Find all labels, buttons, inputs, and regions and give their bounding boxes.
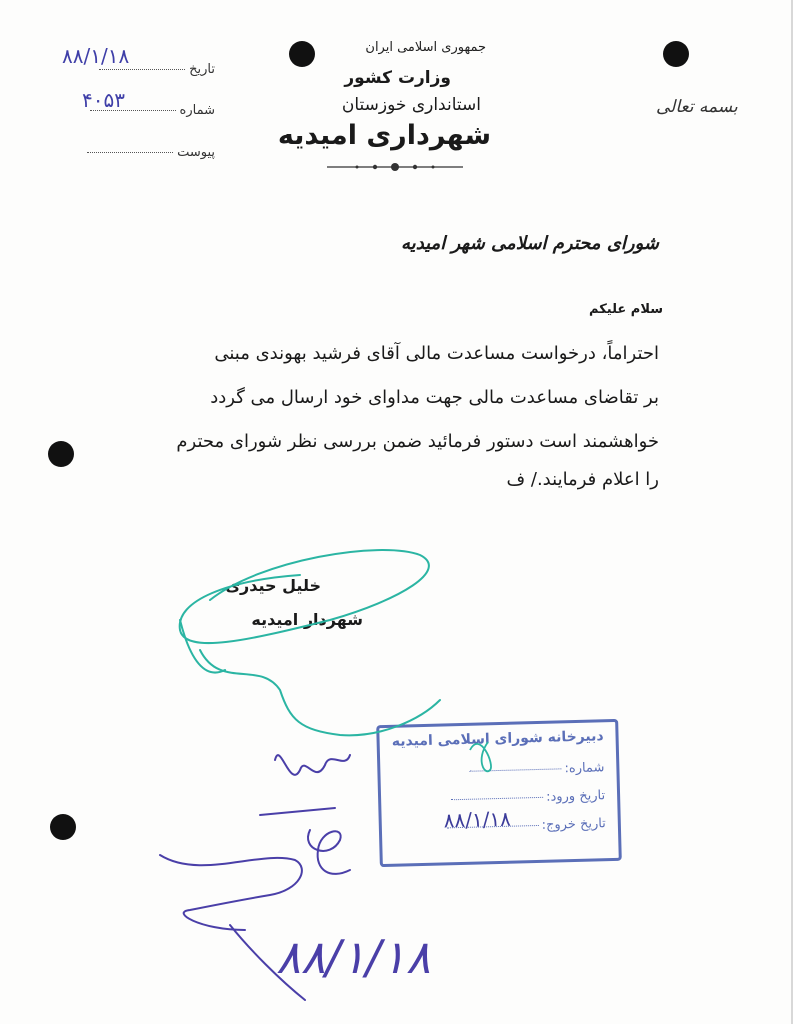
stamp-title: دبیرخانه شورای اسلامی امیدیه xyxy=(391,728,604,750)
punch-hole-mid-left xyxy=(48,441,74,467)
stamp-exit-label: تاریخ خروج: xyxy=(541,816,607,833)
body-line-4: را اعلام فرمایند./ ف xyxy=(506,469,659,490)
stamp-number-row xyxy=(469,760,604,779)
stamp-entry-label: تاریخ ورود: xyxy=(545,788,606,805)
punch-hole-top-left xyxy=(289,41,315,67)
date-dots xyxy=(99,69,185,70)
registry-stamp xyxy=(376,719,622,867)
attachment-label: پیوست xyxy=(177,145,215,160)
date-value: ۸۸/۱/۱۸ xyxy=(62,44,130,68)
province-heading: استانداری خوزستان xyxy=(341,95,481,115)
ornament-divider xyxy=(325,160,465,174)
stamp-number-label: شماره: xyxy=(564,760,605,777)
date-label: تاریخ xyxy=(189,62,215,77)
addressee-line: شورای محترم اسلامی شهر امیدیه xyxy=(401,233,659,254)
republic-heading: جمهوری اسلامی ایران xyxy=(365,40,486,55)
punch-hole-low-left xyxy=(50,814,76,840)
body-line-2: بر تقاضای مساعدت مالی جهت مداوای خود ارسال می گردد xyxy=(210,387,659,408)
body-line-3: خواهشمند است دستور فرمائید ضمن بررسی نظر شورای محترم xyxy=(176,431,659,452)
signer-name: خلیل حیدری xyxy=(225,576,321,595)
number-value: ۴۰۵۳ xyxy=(82,88,125,112)
attachment-dots xyxy=(87,152,173,153)
attachment-row xyxy=(75,145,215,160)
handwritten-date: ۸۸/۱/۱۸ xyxy=(276,930,431,984)
stamp-entry-dots xyxy=(451,797,543,800)
bismillah-text: بسمه تعالی xyxy=(656,97,738,117)
municipality-heading: شهرداری امیدیه xyxy=(277,120,491,151)
body-line-1: احتراماً، درخواست مساعدت مالی آقای فرشید بهوندی مبنی xyxy=(214,343,659,364)
punch-hole-top-right xyxy=(663,41,689,67)
stamp-number-dots xyxy=(470,768,562,771)
stamp-entry-value: ۸۸/۱/۱۸ xyxy=(443,806,512,833)
ministry-heading: وزارت کشور xyxy=(344,68,451,88)
stamp-entry-row xyxy=(451,788,605,807)
signer-title: شهردار امیدیه xyxy=(251,610,363,629)
number-label: شماره xyxy=(179,103,215,118)
greeting-line: سلام علیکم xyxy=(589,302,663,317)
